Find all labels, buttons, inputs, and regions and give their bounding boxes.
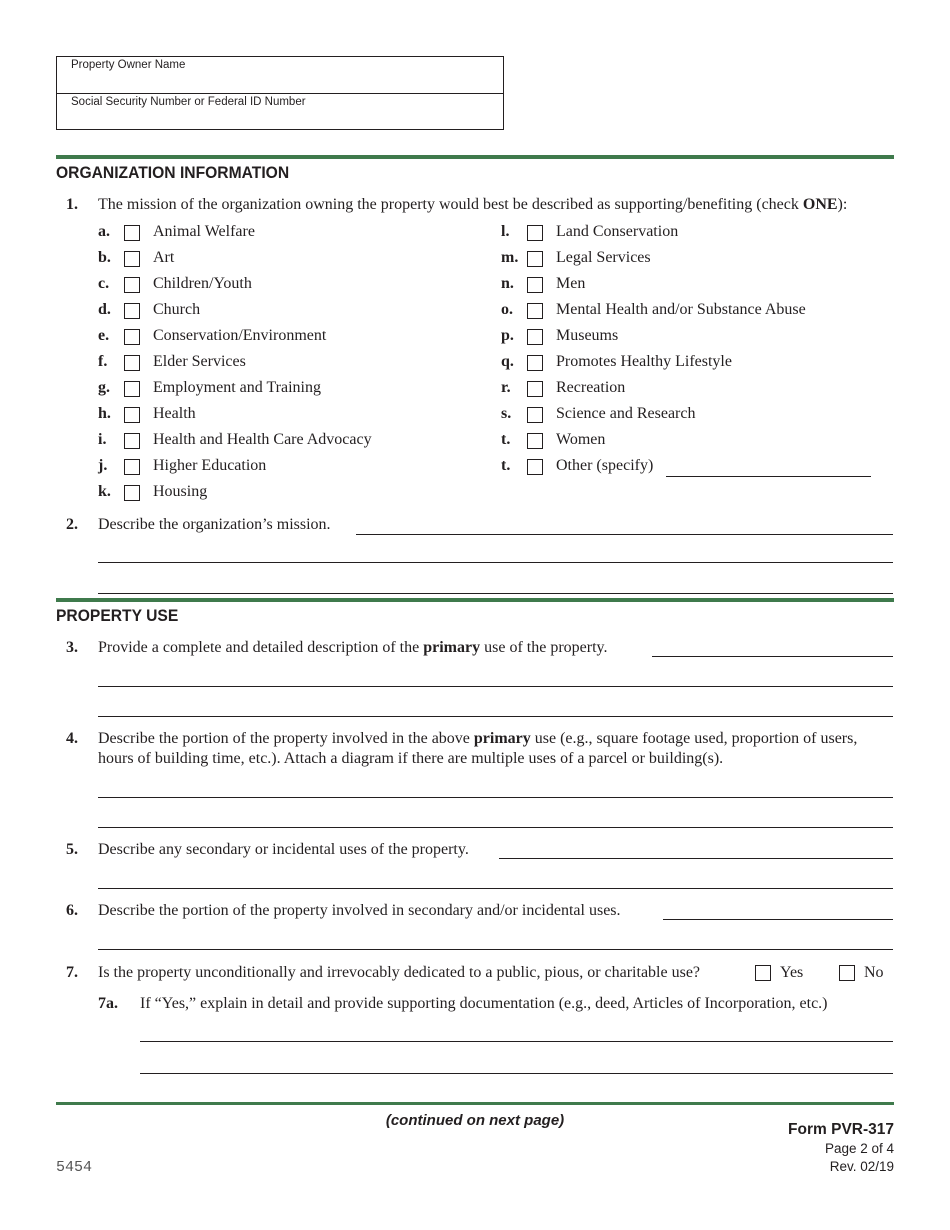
mission-option[interactable] [501, 301, 881, 323]
question-number: 6. [66, 902, 78, 919]
mission-option[interactable] [501, 405, 881, 427]
option-checkbox[interactable] [527, 225, 543, 241]
option-checkbox[interactable] [124, 225, 140, 241]
question-4-text-line2: hours of building time, etc.). Attach a diagram if there are multiple uses of a parcel or building(s). [98, 750, 724, 767]
option-letter: h. [98, 405, 111, 422]
option-checkbox[interactable] [527, 407, 543, 423]
option-label: Art [153, 249, 175, 266]
option-checkbox[interactable] [124, 355, 140, 371]
option-letter: t. [501, 431, 511, 448]
other-specify-line[interactable] [666, 476, 871, 477]
option-label: Employment and Training [153, 379, 321, 396]
mission-option[interactable] [98, 249, 478, 271]
answer-line[interactable] [98, 888, 893, 889]
option-label: Conservation/Environment [153, 327, 327, 344]
yes-label: Yes [780, 964, 804, 981]
revision: Rev. 02/19 [829, 1159, 894, 1174]
option-checkbox[interactable] [527, 303, 543, 319]
option-checkbox[interactable] [527, 277, 543, 293]
option-checkbox[interactable] [527, 251, 543, 267]
answer-line[interactable] [98, 827, 893, 828]
question-number: 7a. [98, 995, 118, 1012]
option-letter: k. [98, 483, 111, 500]
no-label: No [864, 964, 884, 981]
option-letter: j. [98, 457, 108, 474]
mission-option[interactable] [501, 353, 881, 375]
option-letter: f. [98, 353, 108, 370]
answer-line[interactable] [98, 686, 893, 687]
ssn-label: Social Security Number or Federal ID Number [71, 96, 306, 108]
mission-option[interactable] [501, 379, 881, 401]
mission-option[interactable] [98, 431, 478, 453]
option-letter: n. [501, 275, 514, 292]
question-number: 3. [66, 639, 78, 656]
option-letter: d. [98, 301, 111, 318]
form-code: 5454 [56, 1159, 93, 1176]
option-checkbox[interactable] [124, 329, 140, 345]
option-letter: c. [98, 275, 110, 292]
option-label: Housing [153, 483, 208, 500]
question-3-text [98, 639, 607, 657]
option-letter: p. [501, 327, 514, 344]
section-title-organization: ORGANIZATION INFORMATION [56, 163, 290, 182]
section-divider [56, 155, 894, 159]
option-label: Science and Research [556, 405, 696, 422]
answer-line[interactable] [98, 593, 893, 594]
option-letter: r. [501, 379, 511, 396]
footer-divider [56, 1102, 894, 1105]
yes-checkbox[interactable] [755, 965, 771, 981]
option-letter: l. [501, 223, 510, 240]
q4-before: Describe the portion of the property involved in the above [98, 730, 474, 747]
form-number: Form PVR-317 [788, 1121, 894, 1138]
question-number: 2. [66, 516, 78, 533]
q4-after: use (e.g., square footage used, proportion of users, [530, 730, 858, 747]
mission-option[interactable] [98, 353, 478, 375]
owner-name-label: Property Owner Name [71, 59, 186, 71]
option-checkbox[interactable] [527, 329, 543, 345]
mission-option[interactable] [98, 483, 478, 505]
option-label: Promotes Healthy Lifestyle [556, 353, 732, 370]
option-checkbox[interactable] [527, 433, 543, 449]
question-1-text [98, 196, 847, 214]
option-label: Mental Health and/or Substance Abuse [556, 301, 806, 318]
option-label: Men [556, 275, 586, 292]
option-label: Legal Services [556, 249, 651, 266]
q1-text-bold: ONE [802, 196, 838, 213]
answer-line[interactable] [98, 716, 893, 717]
option-letter: e. [98, 327, 110, 344]
mission-option[interactable] [98, 457, 478, 479]
option-label: Museums [556, 327, 619, 344]
option-letter: b. [98, 249, 111, 266]
question-number: 4. [66, 730, 78, 747]
option-letter: g. [98, 379, 110, 396]
option-checkbox[interactable] [124, 277, 140, 293]
option-label: Other (specify) [556, 457, 654, 474]
option-label: Recreation [556, 379, 626, 396]
option-label: Health [153, 405, 196, 422]
answer-line[interactable] [98, 949, 893, 950]
ssn-field[interactable] [57, 94, 503, 130]
option-checkbox[interactable] [527, 381, 543, 397]
option-label: Land Conservation [556, 223, 679, 240]
answer-line[interactable] [356, 534, 893, 535]
option-label: Higher Education [153, 457, 267, 474]
option-letter: o. [501, 301, 513, 318]
mission-option[interactable] [98, 327, 478, 349]
mission-option[interactable] [501, 327, 881, 349]
option-checkbox[interactable] [124, 303, 140, 319]
option-checkbox[interactable] [124, 381, 140, 397]
q3-after: use of the property. [480, 639, 608, 656]
option-label: Elder Services [153, 353, 246, 370]
question-4-text [98, 730, 857, 748]
owner-name-field[interactable] [57, 57, 503, 94]
q3-before: Provide a complete and detailed description of the [98, 639, 424, 656]
question-5-text: Describe any secondary or incidental uses of the property. [98, 841, 469, 858]
option-label: Children/Youth [153, 275, 252, 292]
option-label: Health and Health Care Advocacy [153, 431, 372, 448]
question-6-text: Describe the portion of the property involved in secondary and/or incidental uses. [98, 902, 621, 919]
answer-line[interactable] [140, 1073, 893, 1074]
mission-option[interactable] [98, 379, 478, 401]
mission-option[interactable] [98, 223, 478, 245]
option-checkbox[interactable] [124, 459, 140, 475]
answer-line[interactable] [663, 919, 893, 920]
option-letter: q. [501, 353, 514, 370]
page-number: Page 2 of 4 [824, 1141, 894, 1156]
answer-line[interactable] [499, 858, 893, 859]
option-checkbox[interactable] [527, 355, 543, 371]
question-number: 1. [66, 196, 78, 213]
question-7-text: Is the property unconditionally and irrevocably dedicated to a public, pious, or charitable use? [98, 964, 701, 981]
section-title-property-use: PROPERTY USE [56, 606, 179, 625]
q1-text-before: The mission of the organization owning the property would best be described as supporting/benefiting (check [98, 196, 803, 213]
option-label: Animal Welfare [153, 223, 255, 240]
mission-option[interactable] [98, 405, 478, 427]
option-checkbox[interactable] [124, 485, 140, 501]
q4-bold: primary [473, 730, 531, 747]
option-letter: t. [501, 457, 511, 474]
mission-option[interactable] [501, 431, 881, 453]
no-checkbox[interactable] [839, 965, 855, 981]
option-letter: m. [501, 249, 519, 266]
answer-line[interactable] [652, 656, 893, 657]
option-letter: i. [98, 431, 107, 448]
option-label: Church [153, 301, 201, 318]
question-number: 5. [66, 841, 78, 858]
question-number: 7. [66, 964, 78, 981]
mission-option[interactable] [501, 249, 881, 271]
question-2-text: Describe the organization’s mission. [98, 516, 331, 533]
option-letter: s. [501, 405, 512, 422]
option-label: Women [556, 431, 606, 448]
option-checkbox[interactable] [124, 251, 140, 267]
q3-bold: primary [423, 639, 481, 656]
question-7a-text: If “Yes,” explain in detail and provide supporting documentation (e.g., deed, Articles of Incorporation, etc.) [140, 995, 828, 1012]
option-checkbox[interactable] [527, 459, 543, 475]
mission-option[interactable] [98, 301, 478, 323]
section-divider [56, 598, 894, 602]
answer-line[interactable] [140, 1041, 893, 1042]
q1-text-after: ): [837, 196, 848, 213]
option-letter: a. [98, 223, 110, 240]
owner-info-box [56, 56, 504, 130]
continued-note: (continued on next page) [385, 1112, 565, 1129]
option-checkbox[interactable] [124, 433, 140, 449]
mission-option[interactable] [501, 223, 881, 245]
answer-line[interactable] [98, 797, 893, 798]
mission-option[interactable] [501, 275, 881, 297]
option-checkbox[interactable] [124, 407, 140, 423]
mission-option[interactable] [98, 275, 478, 297]
answer-line[interactable] [98, 562, 893, 563]
